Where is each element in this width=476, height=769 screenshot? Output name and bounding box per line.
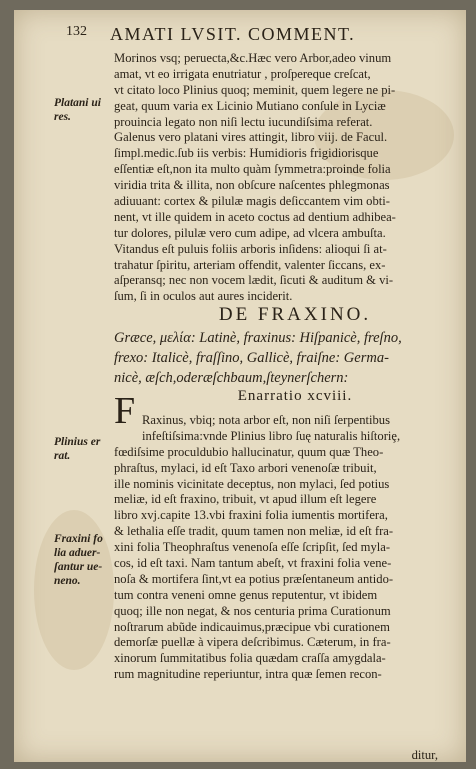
text-line: quoq; ille non negat, & nos centuria prima Curationum xyxy=(114,603,391,618)
text-line: Raxinus, vbiq; nota arbor eſt, non niſi ſerpentibus xyxy=(142,413,390,427)
margin-note-platani xyxy=(54,96,101,124)
book-page xyxy=(14,10,466,762)
text-line: & lethalia eſſe tradit, quum tamen non meliæ, id eſt fra- xyxy=(114,524,394,539)
text-line: noſtrarum abũde indicauimus,præcipue vbi curationem xyxy=(114,619,390,634)
text-line: xini folia Theophraſtus venenoſa eſſe ſcripſit, ſed myla- xyxy=(114,540,391,555)
enarratio-title: Enarratio xcviii. xyxy=(237,388,353,404)
text-line: demorſæ puellæ à vipera deſcribimus. Cæterum, in fra- xyxy=(114,635,391,650)
text-line: fœdiſsime proculdubio hallucinatur, quum quæ Theo- xyxy=(114,444,384,459)
text-line: libro xvj.capite 13.vbi fraxini folia iumentis mortifera, xyxy=(114,508,388,523)
text-line: ſum, ſi in oculos aut aures inciderit. xyxy=(114,289,293,304)
text-line: aſperansq; nec non vocem lædit, ſicuti & auditum & vi- xyxy=(114,273,394,288)
margin-note-line: Fraxini fo xyxy=(54,533,103,545)
drop-cap: F xyxy=(114,390,136,432)
text-line: Græce, μελία: Latinè, fraxinus: Hiſpanicè, freſno, xyxy=(114,330,402,346)
main-section-text xyxy=(114,413,476,683)
page-header xyxy=(14,24,466,48)
text-line: rum magnitudine reperiuntur, intra quæ ſemen recon- xyxy=(114,667,382,682)
text-line: trahatur ſpiritu, arteriam offendit, valenter ſiccans, ex- xyxy=(114,257,386,272)
running-title: AMATI LVSIT. COMMENT. xyxy=(110,24,356,44)
page-number: 132 xyxy=(66,24,87,39)
text-line: prouincia legato non niſi lectu iucundiſsima referat. xyxy=(114,114,373,129)
margin-note-line: lia aduer- xyxy=(54,547,101,559)
top-section-text xyxy=(114,51,476,305)
text-line: ſimpl.medic.ſub iis verbis: Humidioris frigidiorisque xyxy=(114,146,379,161)
text-line: noſa & mortifera ſint,vt ea potius præſentaneum antido- xyxy=(114,571,394,586)
text-line: Morinos vsq; peruecta,&c.Hæc vero Arbor,adeo vinum xyxy=(114,51,392,65)
margin-note-plinius xyxy=(54,435,100,463)
margin-note-line: Platani ui xyxy=(54,97,101,109)
text-line: adiuuant: cortex & pilulæ magis deſiccantem vim obti- xyxy=(114,194,390,209)
text-line: ille nominis vicinitate deceptus, non mylaci, ſed potius xyxy=(114,476,390,491)
text-line: viridia trita & illita, non obſcure naſcentes phlegmonas xyxy=(114,178,390,193)
text-line: phraſtus, mylaci, id eſt Taxo arbori venenoſæ tribuit, xyxy=(114,460,377,475)
catchword: ditur, xyxy=(411,748,438,762)
margin-note-line: ſantur ue- xyxy=(54,561,103,573)
greek-names xyxy=(114,328,476,388)
text-line: tur dolores, pilulæ vero cum adipe, ad vlcera ambuſta. xyxy=(114,225,386,240)
margin-note-fraxini xyxy=(54,532,103,588)
margin-note-line: res. xyxy=(54,111,71,123)
text-line: tum contra veneni omne genus reputentur, vt ibidem xyxy=(114,587,378,602)
margin-note-line: rat. xyxy=(54,450,71,462)
text-line: Vitandus eſt puluis foliis arboris inſidens: alioqui ſi at- xyxy=(114,241,387,256)
text-line: Galenus vero platani vires attingit, libro viij. de Facul. xyxy=(114,130,388,145)
text-line: geat, quum varia ex Licinio Mutiano conſule in Lyciæ xyxy=(114,98,386,113)
margin-note-line: Plinius er xyxy=(54,436,101,448)
text-line: infeſtiſsima:vnde Plinius libro ſuę naturalis hiſtoriȩ, xyxy=(142,428,401,443)
text-line: amat, vt eo irrigata enutriatur , proſpereque creſcat, xyxy=(114,66,371,81)
margin-note-line: neno. xyxy=(54,575,81,587)
text-line: meliæ, id eſt fraxino, tribuit, vt apud illum eſt legere xyxy=(114,492,377,507)
text-line: xinorum ſummitatibus folia quædam craſſa amygdala- xyxy=(114,651,386,666)
text-line: cos, id eſt taxi. Nam tantum abeſt, vt fraxini folia vene- xyxy=(114,556,392,571)
text-line: nicè, æſch,oderæſchbaum,ſteynerſchern: xyxy=(114,370,349,386)
section-heading: DE FRAXINO. xyxy=(218,304,372,325)
text-line: vt citato loco Plinius quoq; meminit, quem legere ne pi- xyxy=(114,82,396,97)
text-line: eſſentiæ eſt,non ita multo quàm ſymmetra:proinde folia xyxy=(114,162,391,177)
text-line: nent, vt ille quidem in aceto coctus ad dentium adhibea- xyxy=(114,209,396,224)
text-line: frexo: Italicè, fraſſino, Gallicè, fraiſne: Germa- xyxy=(114,350,389,366)
